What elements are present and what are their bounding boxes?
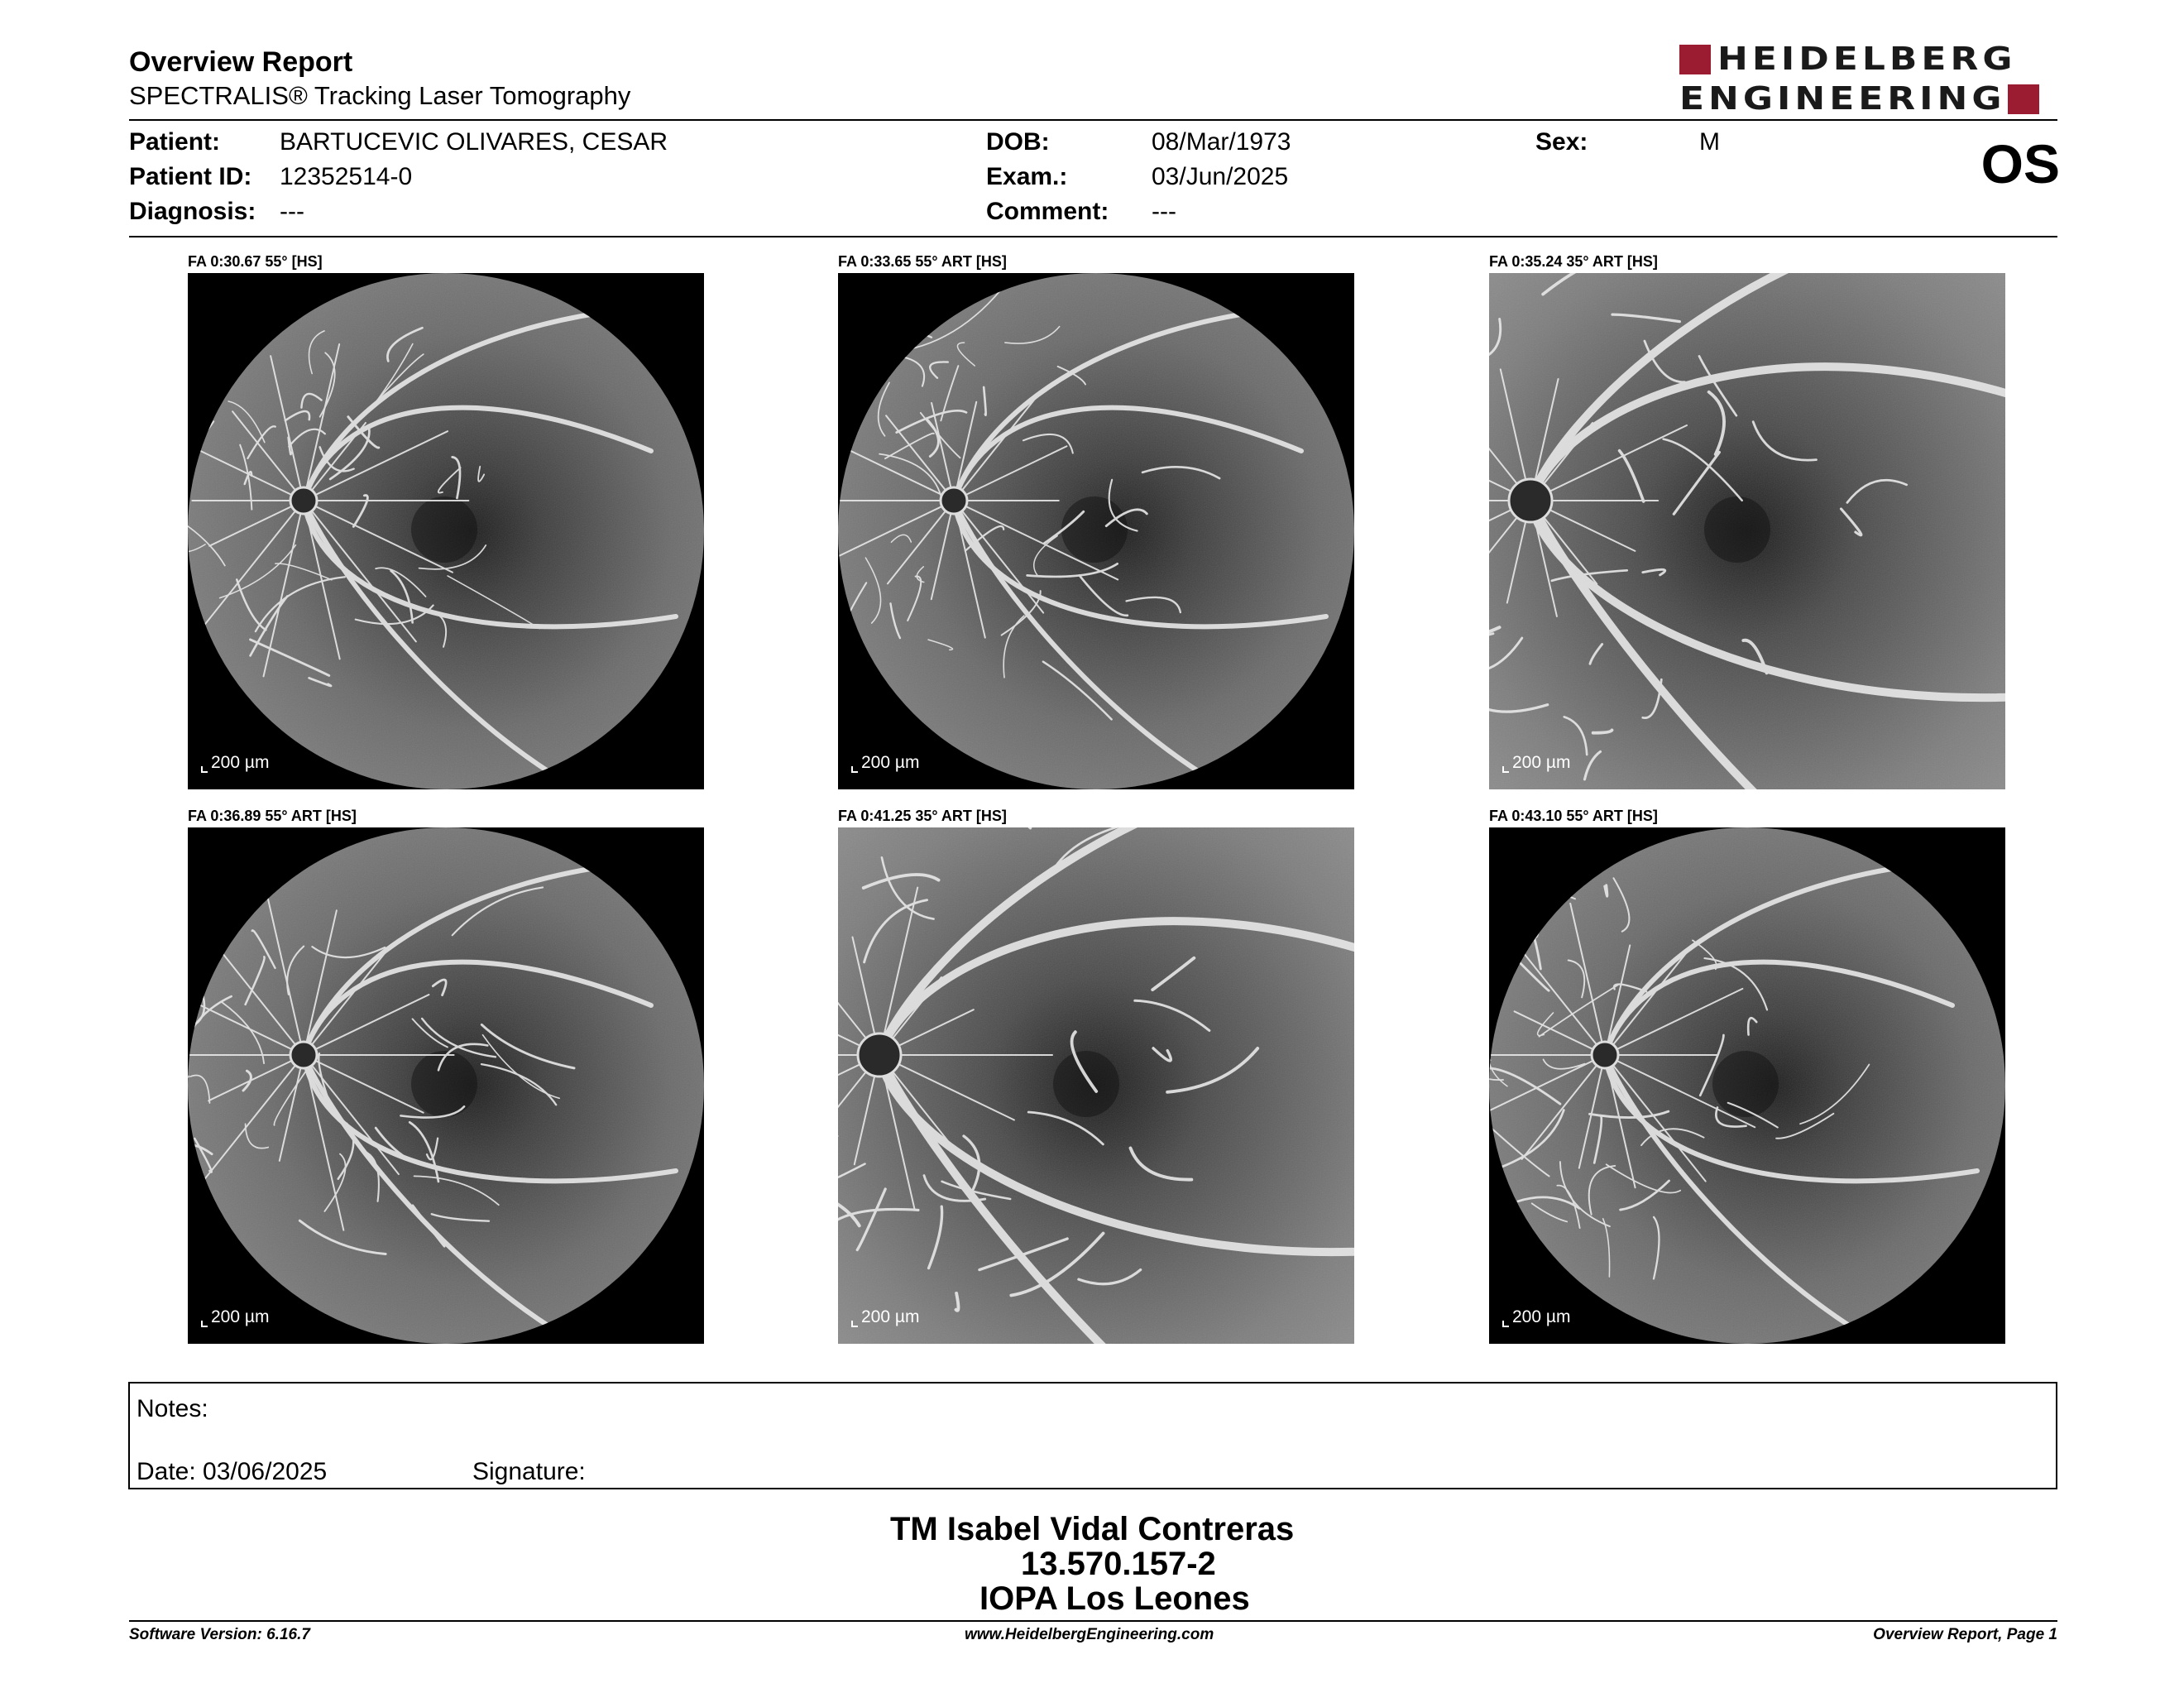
- image-caption-1: FA 0:30.67 55° [HS]: [188, 253, 323, 270]
- fundus-image-2[interactable]: [838, 273, 1354, 789]
- exam-value: 03/Jun/2025: [1152, 163, 1289, 190]
- heidelberg-logo: [1679, 43, 2060, 117]
- fundus-image-1[interactable]: [188, 273, 704, 789]
- report-title: Overview Report: [129, 46, 353, 78]
- patient-id-value: 12352514-0: [280, 163, 413, 190]
- fundus-photo: [188, 827, 704, 1344]
- image-caption-2: FA 0:33.65 55° ART [HS]: [838, 253, 1007, 270]
- eye-laterality: OS: [1980, 133, 2060, 194]
- logo-square-icon: [1679, 45, 1711, 74]
- scale-bar: [1502, 1307, 1570, 1327]
- scale-bar: [851, 753, 919, 773]
- comment-label: Comment:: [986, 198, 1109, 225]
- logo-square-icon: [2008, 84, 2039, 114]
- diagnosis-label: Diagnosis:: [129, 198, 256, 225]
- patient-id-label: Patient ID:: [129, 163, 252, 190]
- dob-label: DOB:: [986, 128, 1050, 156]
- signer-rut: 13.570.157-2: [1021, 1546, 1216, 1582]
- scale-label: 200 µm: [1512, 753, 1571, 772]
- sex-label: Sex:: [1535, 128, 1588, 156]
- scale-bar: [201, 1307, 269, 1327]
- logo-line1: HEIDELBERG: [1717, 41, 2017, 78]
- signer-name: TM Isabel Vidal Contreras: [890, 1511, 1295, 1547]
- scale-label: 200 µm: [861, 1307, 920, 1326]
- scale-bar: [201, 753, 269, 773]
- scale-label: 200 µm: [1512, 1307, 1571, 1326]
- notes-box[interactable]: [128, 1382, 2057, 1489]
- scale-bar: [851, 1307, 919, 1327]
- fundus-photo: [838, 827, 1354, 1344]
- fundus-image-5[interactable]: [838, 827, 1354, 1344]
- fundus-photo: [188, 273, 704, 789]
- scale-label: 200 µm: [861, 753, 920, 772]
- image-caption-4: FA 0:36.89 55° ART [HS]: [188, 808, 357, 824]
- diagnosis-value: ---: [280, 198, 304, 225]
- scale-mark-icon: [1502, 1321, 1509, 1327]
- scale-mark-icon: [1502, 766, 1509, 773]
- scale-label: 200 µm: [211, 753, 270, 772]
- software-version: Software Version: 6.16.7: [129, 1626, 310, 1643]
- fundus-image-4[interactable]: [188, 827, 704, 1344]
- dob-value: 08/Mar/1973: [1152, 128, 1291, 156]
- scale-mark-icon: [201, 1321, 208, 1327]
- image-caption-6: FA 0:43.10 55° ART [HS]: [1489, 808, 1658, 824]
- patient-value: BARTUCEVIC OLIVARES, CESAR: [280, 128, 668, 156]
- signature-label: Signature:: [472, 1458, 586, 1485]
- sex-value: M: [1699, 128, 1720, 156]
- image-caption-5: FA 0:41.25 35° ART [HS]: [838, 808, 1007, 824]
- report-subtitle: SPECTRALIS® Tracking Laser Tomography: [129, 81, 631, 110]
- patient-label: Patient:: [129, 128, 221, 156]
- scale-bar: [1502, 753, 1570, 773]
- scale-label: 200 µm: [211, 1307, 270, 1326]
- fundus-photo: [838, 273, 1354, 789]
- fundus-image-3[interactable]: [1489, 273, 2005, 789]
- fundus-photo: [1489, 827, 2005, 1344]
- page-number: Overview Report, Page 1: [1873, 1626, 2057, 1643]
- scale-mark-icon: [201, 766, 208, 773]
- scale-mark-icon: [851, 766, 858, 773]
- exam-label: Exam.:: [986, 163, 1068, 190]
- image-caption-3: FA 0:35.24 35° ART [HS]: [1489, 253, 1658, 270]
- patient-divider: [129, 236, 2057, 237]
- signer-institution: IOPA Los Leones: [979, 1580, 1250, 1617]
- scale-mark-icon: [851, 1321, 858, 1327]
- date-label: Date: 03/06/2025: [136, 1458, 328, 1485]
- fundus-image-6[interactable]: [1489, 827, 2005, 1344]
- footer-divider: [129, 1620, 2057, 1622]
- fundus-photo: [1489, 273, 2005, 789]
- logo-line2: ENGINEERING: [1679, 80, 2006, 117]
- notes-label: Notes:: [136, 1395, 208, 1422]
- comment-value: ---: [1152, 198, 1176, 225]
- header-divider: [129, 119, 2057, 121]
- website-link[interactable]: www.HeidelbergEngineering.com: [965, 1626, 1214, 1643]
